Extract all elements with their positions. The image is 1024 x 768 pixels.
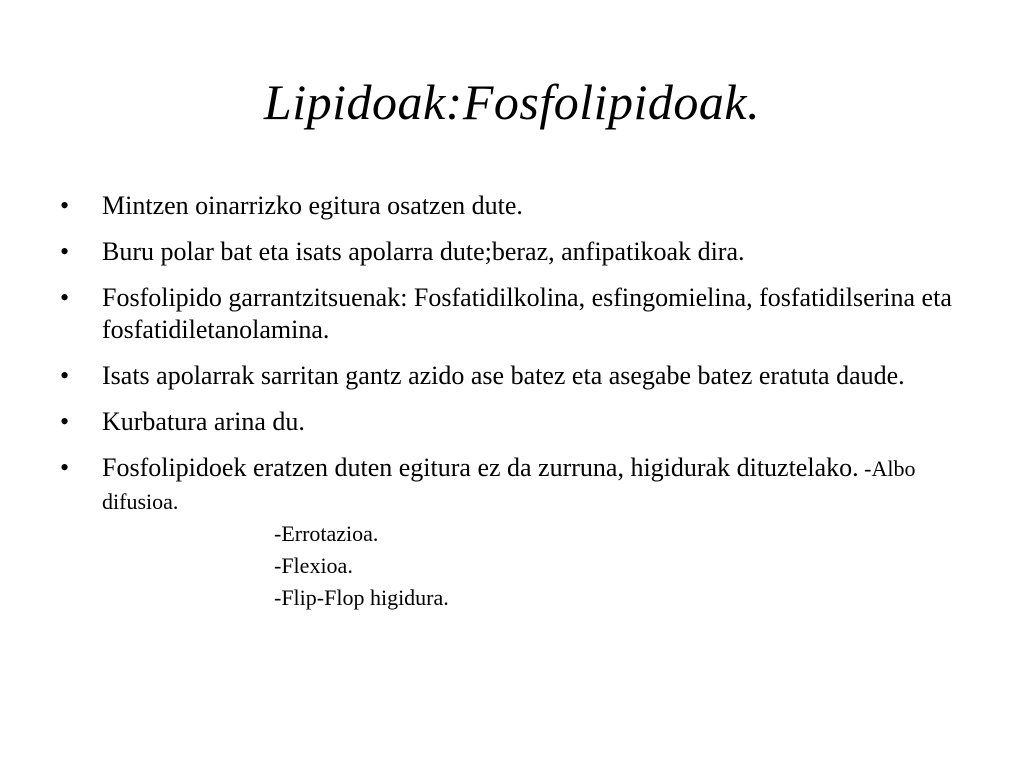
bullet-dot-icon: • — [60, 361, 70, 390]
bullet-item — [60, 452, 980, 614]
bullet-dot-icon: • — [60, 283, 70, 312]
bullet-item — [60, 282, 980, 346]
bullet-item — [60, 406, 980, 438]
bullet-item — [60, 360, 980, 392]
bullet-dot-icon: • — [60, 407, 70, 436]
bullet-text: Isats apolarrak sarritan gantz azido ase batez eta asegabe batez eratuta daude. — [102, 361, 905, 390]
bullet-list — [60, 190, 980, 628]
bullet-dot-icon: • — [60, 453, 70, 482]
bullet-dot-icon: • — [60, 237, 70, 266]
bullet-dot-icon: • — [60, 191, 70, 220]
bullet-text: Kurbatura arina du. — [102, 407, 305, 436]
movement-type-item: -Flip-Flop higidura. — [274, 585, 449, 610]
slide-title: Lipidoak:Fosfolipidoak. — [263, 74, 761, 130]
movement-type-item: -Flexioa. — [274, 553, 353, 578]
bullet-text: Fosfolipidoek eratzen duten egitura ez da zurruna, higidurak dituztelako. — [102, 453, 859, 482]
bullet-text: Fosfolipido garrantzitsuenak: Fosfatidilkolina, esfingomielina, fosfatidilserina eta fosfatidiletanolamina. — [102, 283, 952, 344]
bullet-text: Buru polar bat eta isats apolarra dute;beraz, anfipatikoak dira. — [102, 237, 745, 266]
movement-types-list — [102, 518, 980, 614]
bullet-item — [60, 190, 980, 222]
movement-type-inline: -Albo difusioa. — [102, 456, 916, 514]
movement-type-item: -Errotazioa. — [274, 521, 379, 546]
bullet-text: Mintzen oinarrizko egitura osatzen dute. — [102, 191, 523, 220]
bullet-item — [60, 236, 980, 268]
